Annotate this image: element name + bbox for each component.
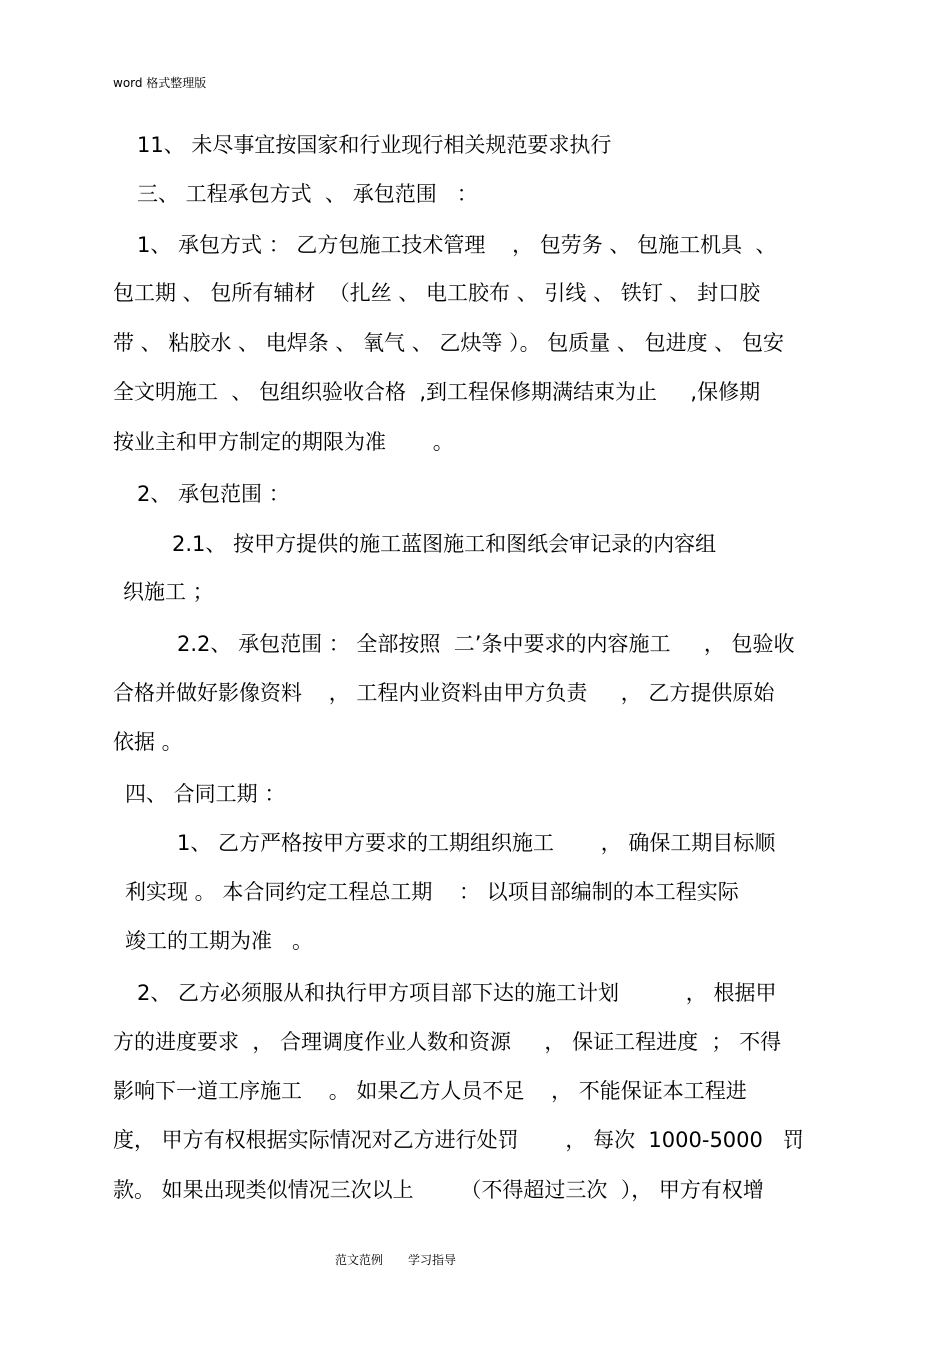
text-line: 按业主和甲方制定的期限为准 。 bbox=[113, 430, 454, 454]
text-line: 方的进度要求 ， 合理调度作业人数和资源 ， 保证工程进度 ； 不得 bbox=[113, 1030, 782, 1054]
text-line: 利实现 。 本合同约定工程总工期 ： 以项目部编制的本工程实际 bbox=[125, 880, 739, 904]
text-line: 依据 。 bbox=[113, 730, 183, 754]
text-line: 2、 承包范围 ： bbox=[137, 482, 290, 506]
text-line: 包工期 、 包所有辅材 （扎丝 、 电工胶布 、 引线 、 铁钉 、 封口胶 bbox=[113, 281, 761, 305]
text-line: 织施工 ； bbox=[123, 580, 214, 604]
text-line: 带 、 粘胶水 、 电焊条 、 氧气 、 乙炔等 ）。 包质量 、 包进度 、 包安 bbox=[113, 331, 784, 355]
section-heading: 三、 工程承包方式 、 承包范围 ： bbox=[137, 182, 478, 206]
text-line: 全文明施工 、 包组织验收合格 ,到工程保修期满结束为止 ,保修期 bbox=[113, 380, 761, 404]
text-line: 合格并做好影像资料 ， 工程内业资料由甲方负责 ， 乙方提供原始 bbox=[113, 681, 775, 705]
text-line: 影响下一道工序施工 。 如果乙方人员不足 ， 不能保证本工程进 bbox=[113, 1079, 747, 1103]
text-line: 1、 乙方严格按甲方要求的工期组织施工 ， 确保工期目标顺 bbox=[177, 831, 776, 855]
text-line: 竣工的工期为准 。 bbox=[125, 929, 314, 953]
footer-left: 范文范例 bbox=[335, 1253, 384, 1267]
text-line: 1、 承包方式 ： 乙方包施工技术管理 ， 包劳务 、 包施工机具 、 bbox=[137, 233, 777, 257]
text-line: 2.1、 按甲方提供的施工蓝图施工和图纸会审记录的内容组 bbox=[172, 532, 717, 556]
text-line: 2.2、 承包范围 ： 全部按照 二’条中要求的内容施工 ， 包验收 bbox=[177, 632, 795, 656]
footer-right: 学习指导 bbox=[408, 1253, 457, 1267]
text-line: 2、 乙方必须服从和执行甲方项目部下达的施工计划 ， 根据甲 bbox=[137, 981, 777, 1005]
page-header: word 格式整理版 bbox=[113, 76, 207, 90]
text-line: 11、 未尽事宜按国家和行业现行相关规范要求执行 bbox=[137, 133, 612, 157]
text-line: 款。 如果出现类似情况三次以上 （不得超过三次 ）， 甲方有权增 bbox=[113, 1178, 764, 1202]
text-line: 度， 甲方有权根据实际情况对乙方进行处罚 ， 每次 1000-5000 罚 bbox=[113, 1128, 804, 1152]
section-heading: 四、 合同工期 ： bbox=[125, 782, 286, 806]
